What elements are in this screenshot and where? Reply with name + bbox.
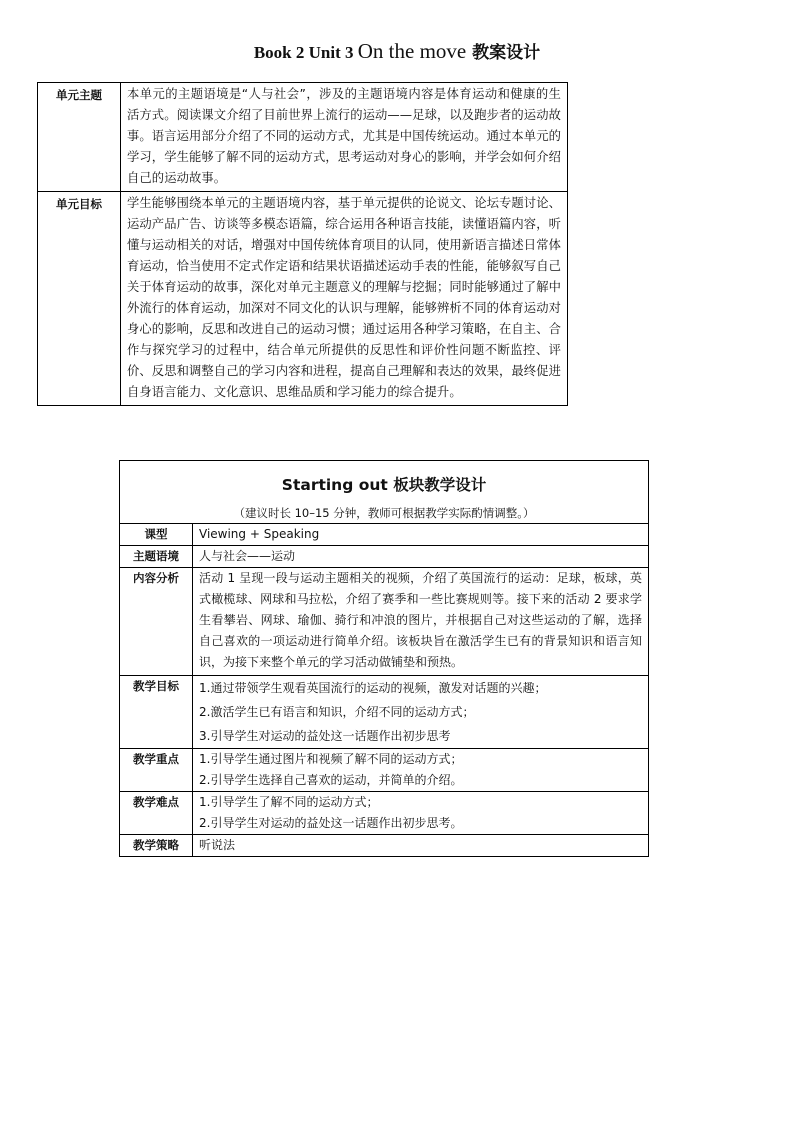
key-points-row — [120, 749, 649, 792]
starting-out-table — [119, 460, 649, 857]
title-main: On the move — [357, 39, 467, 63]
unit-theme-row — [38, 83, 568, 192]
list-item: 1.通过带领学生观看英国流行的运动的视频，激发对话题的兴趣； — [199, 681, 547, 695]
section-note: （建议时长 10–15 分钟，教师可根据教学实际酌情调整。） — [233, 506, 535, 520]
section-header-row — [120, 461, 649, 524]
unit-goal-row — [38, 192, 568, 406]
key-points-label: 教学重点 — [120, 749, 193, 792]
teaching-strategy-row — [120, 835, 649, 857]
teaching-goals-row — [120, 676, 649, 749]
teaching-goals-label: 教学目标 — [120, 676, 193, 749]
section-header — [120, 461, 649, 524]
content-analysis-row — [120, 568, 649, 676]
unit-goal-text: 学生能够围绕本单元的主题语境内容，基于单元提供的论说文、论坛专题讨论、运动产品广告、访谈等多模态语篇，综合运用各种语言技能，读懂语篇内容，听懂与运动相关的对话，增强对中国传统体育项目的认同，使用新语言描述日常体育运动，恰当使用不定式作定语和结果状语描述运动手表的性能，能够叙写自己关于体育运动的故事，深化对单元主题意义的理解与挖掘；同时能够通过了解中外流行的体育运动，加深对不同文化的认识与理解，能够辨析不同的体育运动对身心的影响，反思和改进自己的运动习惯；通过运用各种学习策略，在自主、合作与探究学习的过程中，结合单元所提供的反思性和评价性问题不断监控、评价、反思和调整自己的学习内容和进程，提高自己理解和表达的效果，最终促进自身语言能力、文化意识、思维品质和学习能力的综合提升。 — [121, 192, 568, 406]
difficult-points-list — [193, 792, 649, 835]
document-title — [0, 38, 794, 64]
theme-context-value: 人与社会——运动 — [193, 546, 649, 568]
difficult-points-label: 教学难点 — [120, 792, 193, 835]
content-analysis-value: 活动 1 呈现一段与运动主题相关的视频，介绍了英国流行的运动：足球，板球，英式橄榄球、网球和马拉松，介绍了赛季和一些比赛规则等。接下来的活动 2 要求学生看攀岩、网球、瑜伽、骑行和冲浪的图片，并根据自己对这些运动的了解，选择自己喜欢的一项运动进行简单介绍。该板块旨在激活学生已有的背景知识和语言知识，为接下来整个单元的学习活动做铺垫和预热。 — [193, 568, 649, 676]
unit-theme-text: 本单元的主题语境是“人与社会”，涉及的主题语境内容是体育运动和健康的生活方式。阅读课文介绍了目前世界上流行的运动——足球，以及跑步者的运动故事。语言运用部分介绍了不同的运动方式，尤其是中国传统运动。通过本单元的学习，学生能够了解不同的运动方式，思考运动对身心的影响，并学会如何介绍自己的运动故事。 — [121, 83, 568, 192]
lesson-type-label: 课型 — [120, 524, 193, 546]
title-suffix: 教案设计 — [466, 43, 541, 63]
theme-context-row — [120, 546, 649, 568]
section-title: Starting out 板块教学设计 — [281, 476, 487, 494]
list-item: 2.激活学生已有语言和知识，介绍不同的运动方式； — [199, 705, 475, 719]
difficult-points-row — [120, 792, 649, 835]
unit-overview-table — [37, 82, 568, 406]
key-points-list — [193, 749, 649, 792]
teaching-strategy-value: 听说法 — [193, 835, 649, 857]
content-analysis-label: 内容分析 — [120, 568, 193, 676]
unit-theme-label: 单元主题 — [38, 83, 121, 192]
list-item: 1.引导学生了解不同的运动方式； — [199, 795, 379, 809]
lesson-type-row — [120, 524, 649, 546]
list-item: 1.引导学生通过图片和视频了解不同的运动方式； — [199, 752, 463, 766]
teaching-goals-list — [193, 676, 649, 749]
lesson-type-value: Viewing + Speaking — [193, 524, 649, 546]
title-prefix: Book 2 Unit 3 — [253, 43, 358, 62]
list-item: 2.引导学生对运动的益处这一话题作出初步思考。 — [199, 816, 463, 830]
teaching-strategy-label: 教学策略 — [120, 835, 193, 857]
list-item: 3.引导学生对运动的益处这一话题作出初步思考 — [199, 729, 451, 743]
list-item: 2.引导学生选择自己喜欢的运动，并简单的介绍。 — [199, 773, 463, 787]
unit-goal-label: 单元目标 — [38, 192, 121, 406]
theme-context-label: 主题语境 — [120, 546, 193, 568]
